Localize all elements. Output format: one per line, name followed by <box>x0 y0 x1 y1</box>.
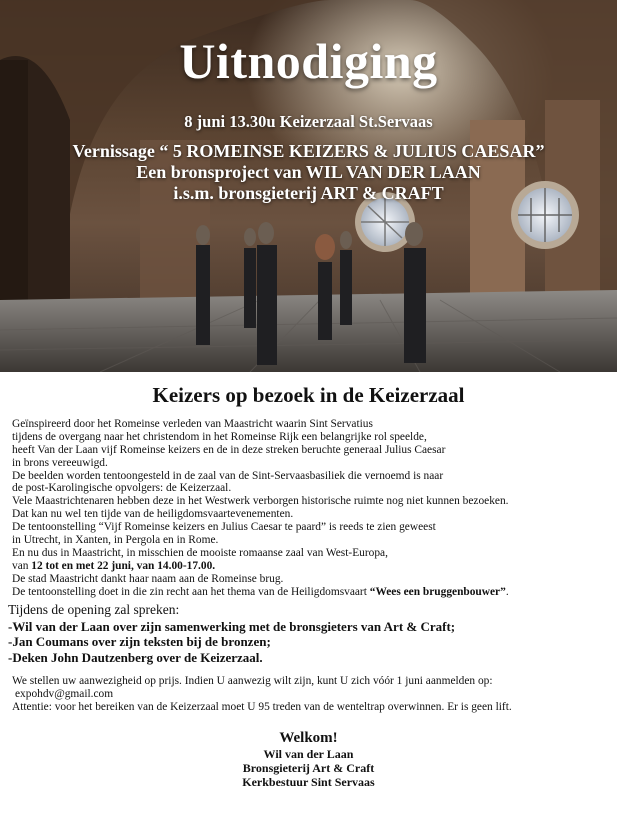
exhibition-dates-line <box>12 560 612 573</box>
paragraph-line: En nu dus in Maastricht, in misschien de mooiste romaanse zaal van West-Europa, <box>12 546 388 559</box>
paragraph-line: Geïnspireerd door het Romeinse verleden van Maastricht waarin Sint Servatius <box>12 418 373 430</box>
speakers-list <box>8 602 613 665</box>
paragraph-line: de post-Karolingische opvolgers: de Keizerzaal. <box>12 482 232 495</box>
hero-photo <box>0 0 617 372</box>
signatory: Wil van der Laan <box>263 747 354 761</box>
vernissage-line: Vernissage “ 5 ROMEINSE KEIZERS & JULIUS CAESAR” <box>72 141 545 161</box>
speaker-item: -Wil van der Laan over zijn samenwerking met de bronsgieters van Art & Craft; <box>8 618 456 634</box>
paragraph-line: Vele Maastrichtenaren hebben deze in het Westwerk verborgen historische ruimte nog niet kunnen bezoeken. <box>12 495 509 508</box>
theme-prefix: De tentoonstelling doet in die zin recht aan het thema van de Heiligdomsvaart <box>12 585 370 598</box>
speakers-intro: Tijdens de opening zal spreken: <box>8 602 180 617</box>
paragraph-line: De stad Maastricht dankt haar naam aan de Romeinse brug. <box>12 572 284 585</box>
signatory: Kerkbestuur Sint Servaas <box>242 775 375 789</box>
attention-line: Attentie: voor het bereiken van de Keizerzaal moet U 95 treden van de wenteltrap overwinnen. Er is geen lift. <box>12 700 512 713</box>
dates-prefix: van <box>12 559 32 572</box>
speaker-item: -Jan Coumans over zijn teksten bij de bronzen; <box>8 634 271 650</box>
welcome-title: Welkom! <box>279 730 338 746</box>
exhibition-dates: 12 tot en met 22 juni, van 14.00-17.00. <box>31 559 216 572</box>
welcome-block <box>0 730 617 789</box>
speaker-item: -Deken John Dautzenberg over de Keizerzaal. <box>8 649 263 665</box>
rsvp-line: We stellen uw aanwezigheid op prijs. Indien U aanwezig wilt zijn, kunt U zich vóór 1 juni aanmelden op: <box>12 675 493 687</box>
partner-line: i.s.m. bronsgieterij ART & CRAFT <box>173 183 444 203</box>
signatory: Bronsgieterij Art & Craft <box>242 761 375 775</box>
registration-notes <box>12 675 612 714</box>
paragraph-line: in Utrecht, in Xanten, in Pergola en in Rome. <box>12 534 219 547</box>
paragraph-line: heeft Van der Laan vijf Romeinse keizers en de in deze streken beruchte generaal Julius Caesar <box>12 443 446 456</box>
paragraph-line: De beelden worden tentoongesteld in de zaal van de Sint-Servaasbasiliek die vernoemd is naar <box>12 469 444 482</box>
theme-suffix: . <box>505 585 509 598</box>
theme-line <box>12 586 612 599</box>
paragraph-line: in brons vereeuwigd. <box>12 456 108 469</box>
paragraph-line: tijdens de overgang naar het christendom in het Romeinse Rijk een belangrijke rol speelde, <box>12 430 427 443</box>
paragraph-line: Dat kan nu wel ten tijde van de heiligdomsvaartevenementen. <box>12 508 294 521</box>
project-line: Een bronsproject van WIL VAN DER LAAN <box>136 162 481 182</box>
theme-slogan: “Wees een bruggenbouwer” <box>369 585 506 598</box>
description-paragraph <box>12 418 612 598</box>
rsvp-email[interactable]: expohdv@gmail.com <box>15 687 114 700</box>
paragraph-line: De tentoonstelling “Vijf Romeinse keizers en Julius Caesar te paard” is reeds te zien geweest <box>12 521 436 534</box>
section-heading: Keizers op bezoek in de Keizerzaal <box>152 383 465 407</box>
event-date-line: 8 juni 13.30u Keizerzaal St.Servaas <box>184 112 433 131</box>
invitation-title: Uitnodiging <box>179 33 438 89</box>
